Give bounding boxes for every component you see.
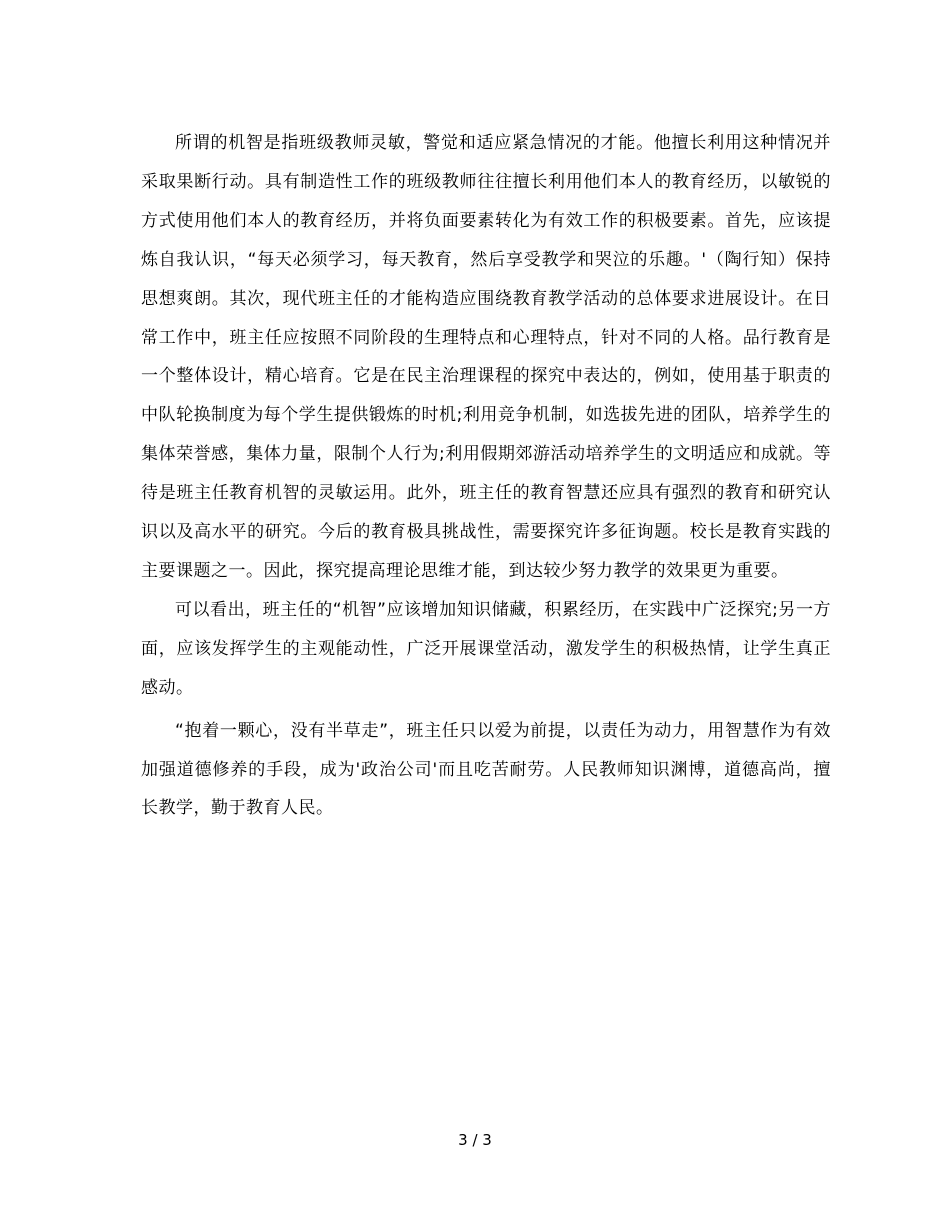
document-body (141, 124, 831, 828)
page-number: 3 / 3 (458, 1131, 492, 1149)
paragraph-dedication: “抱着一颗心，没有半草走”，班主任只以爱为前提，以责任为动力，用智慧作为有效加强道德修养的手段，成为'政治公司'而且吃苦耐劳。人民教师知识渊博，道德高尚，擅长教学，勤于教育人民。 (141, 720, 831, 819)
paragraph-knowledge-accumulation: 可以看出，班主任的“机智”应该增加知识储藏，积累经历，在实践中广泛探究;另一方面，应该发挥学生的主观能动性，广泛开展课堂活动，激发学生的积极热情，让学生真正感动。 (141, 599, 831, 698)
paragraph-teacher-wit: 所谓的机智是指班级教师灵敏，警觉和适应紧急情况的才能。他擅长利用这种情况并采取果断行动。具有制造性工作的班级教师往往擅长利用他们本人的教育经历，以敏锐的方式使用他们本人的教育经历，并将负面要素转化为有效工作的积极要素。首先，应该提炼自我认识，“每天必须学习，每天教育，然后享受教学和哭泣的乐趣。'（陶行知）保持思想爽朗。其次，现代班主任的才能构造应围绕教育教学活动的总体要求进展设计。在日常工作中，班主任应按照不同阶段的生理特点和心理特点，针对不同的人格。品行教育是一个整体设计，精心培育。它是在民主治理课程的探究中表达的，例如，使用基于职责的中队轮换制度为每个学生提供锻炼的时机;利用竞争机制，如选拔先进的团队，培养学生的集体荣誉感，集体力量，限制个人行为;利用假期郊游活动培养学生的文明适应和成就。等待是班主任教育机智的灵敏运用。此外，班主任的教育智慧还应具有强烈的教育和研究认识以及高水平的研究。今后的教育极具挑战性，需要探究许多征询题。校长是教育实践的主要课题之一。因此，探究提高理论思维才能，到达较少努力教学的效果更为重要。 (141, 133, 831, 581)
